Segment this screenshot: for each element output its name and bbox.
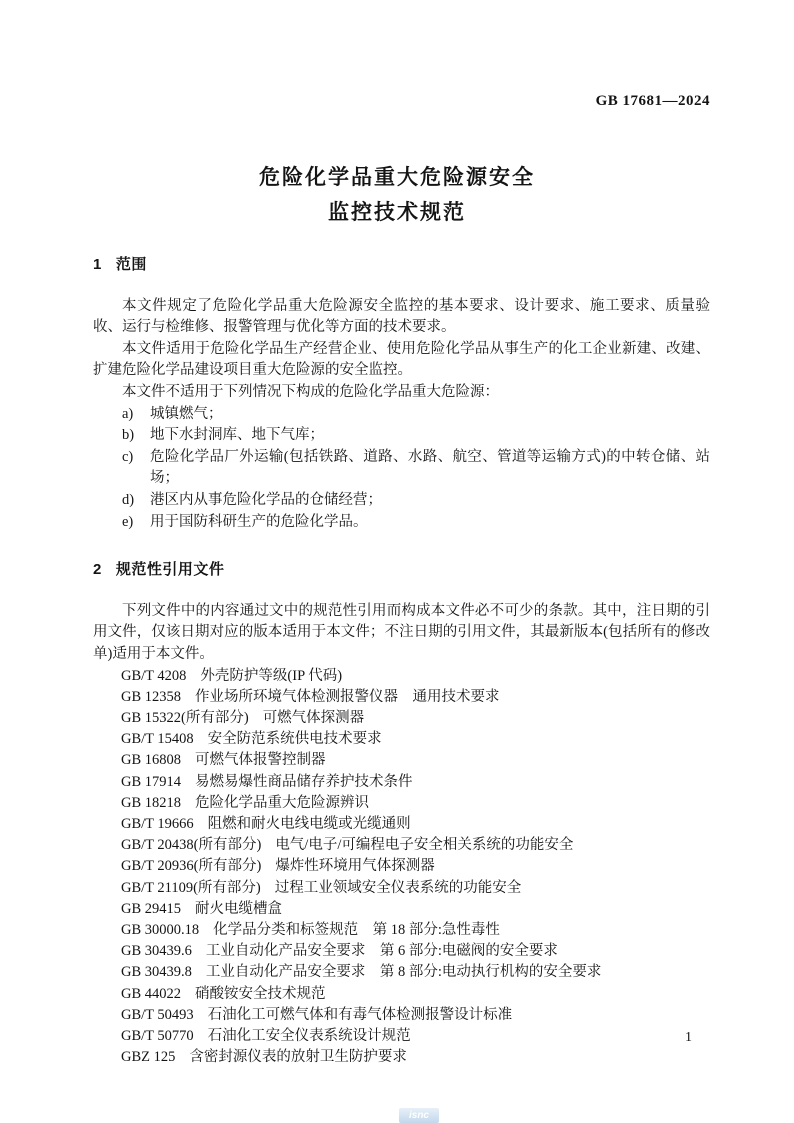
section2-title: 规范性引用文件 bbox=[115, 561, 225, 579]
reference-item bbox=[93, 687, 710, 708]
reference-code: GB 30439.8 bbox=[121, 964, 192, 981]
section2-intro: 下列文件中的内容通过文中的规范性引用而构成本文件必不可少的条款。其中，注日期的引用文件，仅该日期对应的版本适用于本文件；不注日期的引用文件，其最新版本(包括所有的修改单)适用于本文件。 bbox=[93, 602, 710, 662]
list-item-label: e) bbox=[122, 513, 134, 530]
reference-code: GB 15322(所有部分) bbox=[121, 709, 249, 726]
reference-code: GB 17914 bbox=[121, 773, 182, 790]
document-title-line1: 危险化学品重大危险源安全 bbox=[259, 166, 535, 189]
reference-title: 硝酸铵安全技术规范 bbox=[195, 985, 326, 1002]
reference-title: 可燃气体探测器 bbox=[262, 709, 365, 726]
watermark-badge: isnc bbox=[399, 1108, 439, 1123]
reference-title: 安全防范系统供电技术要求 bbox=[207, 731, 382, 748]
list-item-label: d) bbox=[122, 491, 135, 508]
reference-title: 可燃气体报警控制器 bbox=[195, 752, 326, 769]
reference-item bbox=[93, 1005, 710, 1026]
reference-item bbox=[93, 729, 710, 750]
section1-title: 范围 bbox=[115, 256, 147, 273]
reference-item bbox=[93, 856, 710, 877]
reference-code: GB/T 50770 bbox=[121, 1027, 194, 1044]
reference-item bbox=[93, 814, 710, 835]
reference-item bbox=[93, 899, 710, 920]
section2-number: 2 bbox=[93, 561, 102, 579]
exclusion-list bbox=[93, 404, 710, 534]
reference-code: GB/T 50493 bbox=[121, 1006, 194, 1023]
section1-number: 1 bbox=[93, 256, 102, 273]
paragraph: 本文件适用于危险化学品生产经营企业、使用危险化学品从事生产的化工企业新建、改建、扩建危险化学品建设项目重大危险源的安全监控。 bbox=[93, 340, 710, 379]
list-item bbox=[93, 425, 710, 447]
reference-code: GB 44022 bbox=[121, 985, 182, 1002]
list-item-label: a) bbox=[122, 405, 134, 422]
standard-code: GB 17681—2024 bbox=[595, 93, 710, 109]
reference-title: 石油化工安全仪表系统设计规范 bbox=[207, 1027, 411, 1044]
reference-title: 耐火电缆槽盒 bbox=[195, 900, 283, 917]
list-item bbox=[93, 404, 710, 426]
reference-title: 含密封源仪表的放射卫生防护要求 bbox=[189, 1049, 407, 1066]
reference-code: GB/T 20936(所有部分) bbox=[121, 858, 262, 875]
reference-item bbox=[93, 772, 710, 793]
list-item-text: 城镇燃气； bbox=[150, 405, 223, 422]
reference-code: GB 18218 bbox=[121, 794, 182, 811]
reference-code: GB 30000.18 bbox=[121, 921, 200, 938]
document-title bbox=[0, 160, 794, 230]
reference-code: GB 16808 bbox=[121, 752, 182, 769]
reference-title: 电气/电子/可编程电子安全相关系统的功能安全 bbox=[275, 837, 574, 854]
reference-title: 阻燃和耐火电线电缆或光缆通则 bbox=[207, 815, 411, 832]
list-item-text: 地下水封洞库、地下气库； bbox=[150, 427, 324, 444]
reference-title: 过程工业领域安全仪表系统的功能安全 bbox=[274, 879, 522, 896]
reference-item bbox=[93, 708, 710, 729]
reference-item bbox=[93, 666, 710, 687]
section2-heading bbox=[93, 559, 710, 581]
document-title-line2: 监控技术规范 bbox=[328, 201, 466, 224]
list-item bbox=[93, 447, 710, 490]
reference-title: 作业场所环境气体检测报警仪器 通用技术要求 bbox=[195, 688, 500, 705]
reference-code: GB 29415 bbox=[121, 900, 182, 917]
reference-code: GB/T 21109(所有部分) bbox=[121, 879, 261, 896]
reference-title: 危险化学品重大危险源辨识 bbox=[195, 794, 370, 811]
reference-item bbox=[93, 941, 710, 962]
section1-heading bbox=[93, 254, 710, 276]
reference-title: 易燃易爆性商品储存养护技术条件 bbox=[195, 773, 413, 790]
reference-title: 外壳防护等级(IP 代码) bbox=[200, 667, 343, 684]
list-item bbox=[93, 512, 710, 534]
reference-code: GBZ 125 bbox=[121, 1049, 176, 1066]
reference-item bbox=[93, 984, 710, 1005]
reference-item bbox=[93, 835, 710, 856]
list-item-text: 危险化学品厂外运输(包括铁路、道路、水路、航空、管道等运输方式)的中转仓储、站场； bbox=[150, 448, 710, 487]
reference-list bbox=[93, 666, 710, 1069]
paragraph: 本文件不适用于下列情况下构成的危险化学品重大危险源： bbox=[122, 383, 499, 400]
reference-item bbox=[93, 878, 710, 899]
reference-title: 石油化工可燃气体和有毒气体检测报警设计标准 bbox=[207, 1006, 513, 1023]
reference-title: 化学品分类和标签规范 第 18 部分:急性毒性 bbox=[213, 921, 500, 938]
list-item-label: c) bbox=[122, 448, 134, 465]
reference-title: 工业自动化产品安全要求 第 8 部分:电动执行机构的安全要求 bbox=[205, 964, 602, 981]
page-content bbox=[93, 248, 710, 1068]
reference-title: 工业自动化产品安全要求 第 6 部分:电磁阀的安全要求 bbox=[205, 943, 558, 960]
page-number: 1 bbox=[685, 1030, 692, 1045]
reference-item bbox=[93, 793, 710, 814]
reference-code: GB 12358 bbox=[121, 688, 182, 705]
section1-paragraphs bbox=[93, 296, 710, 404]
reference-item bbox=[93, 1026, 710, 1047]
reference-item bbox=[93, 962, 710, 983]
reference-code: GB/T 15408 bbox=[121, 731, 194, 748]
reference-item bbox=[93, 1047, 710, 1068]
paragraph: 本文件规定了危险化学品重大危险源安全监控的基本要求、设计要求、施工要求、质量验收、运行与检维修、报警管理与优化等方面的技术要求。 bbox=[93, 297, 710, 336]
list-item-text: 港区内从事危险化学品的仓储经营； bbox=[150, 491, 382, 508]
reference-code: GB 30439.6 bbox=[121, 943, 192, 960]
list-item-label: b) bbox=[122, 427, 135, 444]
reference-item bbox=[93, 920, 710, 941]
reference-title: 爆炸性环境用气体探测器 bbox=[275, 858, 435, 875]
reference-item bbox=[93, 750, 710, 771]
list-item-text: 用于国防科研生产的危险化学品。 bbox=[150, 513, 368, 530]
reference-code: GB/T 20438(所有部分) bbox=[121, 837, 262, 854]
reference-code: GB/T 19666 bbox=[121, 815, 194, 832]
list-item bbox=[93, 490, 710, 512]
reference-code: GB/T 4208 bbox=[121, 667, 187, 684]
